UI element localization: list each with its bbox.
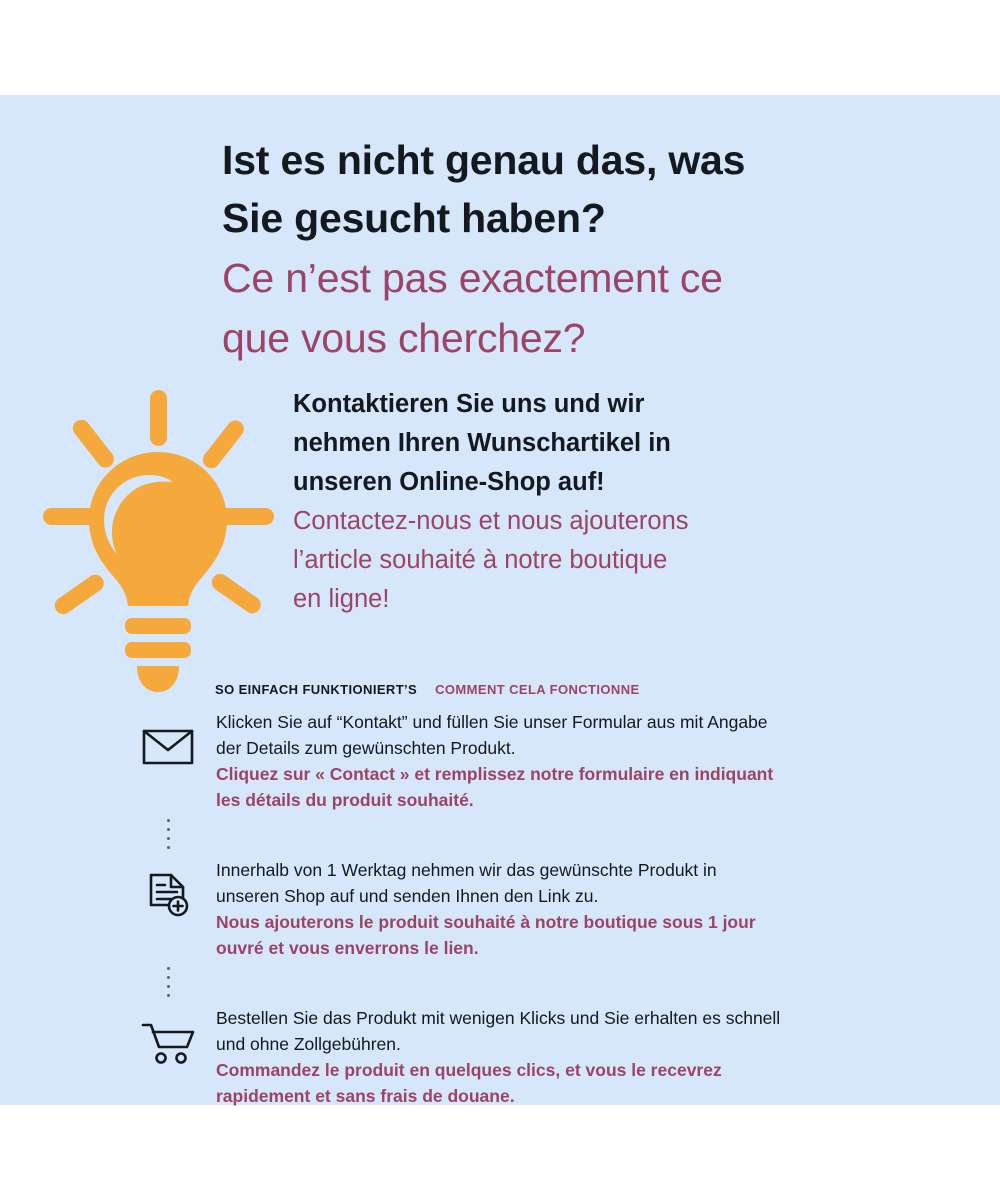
steps-heading-de: SO EINFACH FUNKTIONIERT’S (215, 682, 418, 697)
step-fr-line1: Cliquez sur « Contact » et remplissez notre formulaire en indiquant (216, 764, 774, 784)
dot (167, 828, 170, 831)
intro-de-line3: unseren Online-Shop auf! (293, 468, 605, 496)
step-text (216, 855, 950, 961)
intro-fr-line1: Contactez-nous et nous ajouterons (293, 507, 689, 535)
lightbulb-icon (38, 390, 276, 720)
dot (167, 985, 170, 988)
intro-fr-line3: en ligne! (293, 585, 390, 613)
step-de-line1: Bestellen Sie das Produkt mit wenigen Klicks und Sie erhalten es schnell (216, 1008, 781, 1028)
step-de-line2: und ohne Zollgebühren. (216, 1034, 401, 1054)
steps-heading (215, 682, 640, 697)
intro-fr-line2: l’article souhaité à notre boutique (293, 546, 668, 574)
dot (167, 967, 170, 970)
document-add-icon (120, 855, 216, 919)
step-de-line1: Innerhalb von 1 Werktag nehmen wir das gewünschte Produkt in (216, 860, 717, 880)
dot (167, 846, 170, 849)
lightbulb-illustration (38, 390, 276, 720)
step-de-line2: der Details zum gewünschten Produkt. (216, 738, 516, 758)
step-fr-line2: rapidement et sans frais de douane. (216, 1086, 515, 1106)
dot (167, 819, 170, 822)
headline-fr-line1: Ce n’est pas exactement ce (222, 255, 723, 301)
step-item (120, 855, 950, 961)
dotted-line (120, 813, 216, 855)
steps-list (120, 707, 950, 1109)
steps-heading-fr: COMMENT CELA FONCTIONNE (435, 682, 640, 697)
headline-fr-line2: que vous cherchez? (222, 315, 586, 361)
step-fr-line1: Nous ajouterons le produit souhaité à notre boutique sous 1 jour (216, 912, 756, 932)
step-text (216, 707, 950, 813)
step-de-line1: Klicken Sie auf “Kontakt” und füllen Sie unser Formular aus mit Angabe (216, 712, 768, 732)
step-fr-line2: les détails du produit souhaité. (216, 790, 474, 810)
connector-dots (120, 813, 950, 855)
step-fr-line2: ouvré et vous enverrons le lien. (216, 938, 479, 958)
step-item (120, 1003, 950, 1109)
step-item (120, 707, 950, 813)
headline-de-line1: Ist es nicht genau das, was (222, 137, 746, 183)
intro-block (293, 385, 933, 619)
dotted-line (120, 961, 216, 1003)
intro-de-line1: Kontaktieren Sie uns und wir (293, 390, 645, 418)
connector-dots (120, 961, 950, 1003)
headline-de-line2: Sie gesucht haben? (222, 195, 606, 241)
step-de-line2: unseren Shop auf und senden Ihnen den Link zu. (216, 886, 599, 906)
connector-filler (216, 961, 950, 1003)
step-text (216, 1003, 950, 1109)
headline-block (222, 131, 962, 367)
intro-de-line2: nehmen Ihren Wunschartikel in (293, 429, 671, 457)
dot (167, 837, 170, 840)
dot (167, 994, 170, 997)
connector-filler (216, 813, 950, 855)
shopping-cart-icon (120, 1003, 216, 1065)
banner-panel (0, 95, 1000, 1105)
envelope-icon (120, 707, 216, 765)
step-fr-line1: Commandez le produit en quelques clics, et vous le recevrez (216, 1060, 722, 1080)
dot (167, 976, 170, 979)
